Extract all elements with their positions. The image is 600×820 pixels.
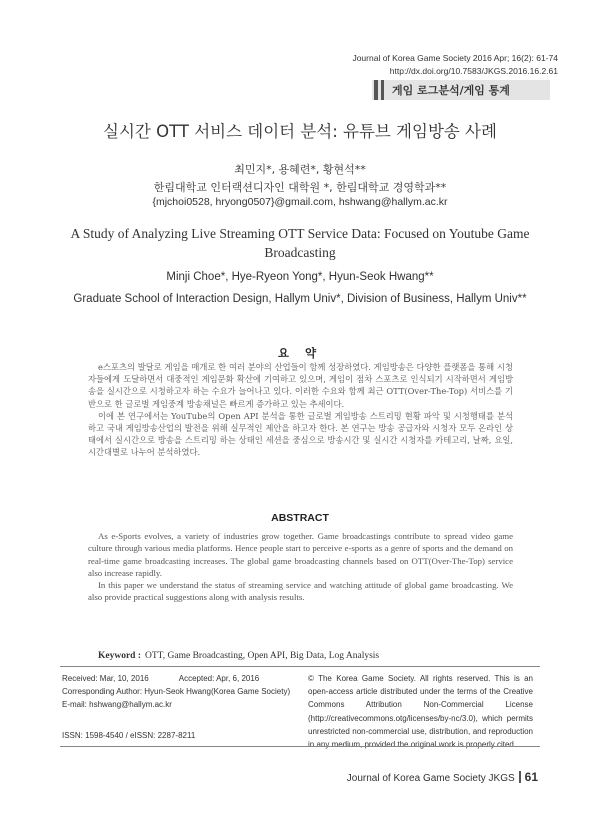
footer-journal-name: Journal of Korea Game Society JKGS — [346, 773, 515, 784]
paper-title-korean: 실시간 OTT 서비스 데이터 분석: 유튜브 게임방송 사례 — [103, 122, 497, 141]
accepted-date: Accepted: Apr, 6, 2016 — [178, 674, 260, 683]
journal-info — [352, 52, 558, 78]
category-bar-decoration — [374, 80, 378, 100]
corresponding-email: E-mail: hshwang@hallym.ac.kr — [62, 700, 172, 710]
footnote-divider-bottom — [60, 746, 540, 747]
abstract-english-heading: ABSTRACT — [271, 512, 329, 524]
abstract-korean-paragraph: e스포츠의 발달로 게임을 매개로 한 여러 분야의 산업들이 함께 성장하였다. 게임방송은 다양한 플랫폼을 통해 시청자들에게 도달하면서 대중적인 게임문화 확산에 기여하고 있으며, 게임이 점차 스포츠로 인식되기 시작하면서 게임방송을 실시간으로 시청하고자 하는 수요가 늘어나고 있다. 이러한 수요와 함께 최근 OTT(Over-The-Top) 서비스를 기반으로 한 글로벌 게임중계 방송채널은 빠르게 증가하고 있는 추세이다. — [88, 362, 513, 409]
footnote-metadata — [62, 672, 312, 712]
paper-title-english: A Study of Analyzing Live Streaming OTT Service Data: Focused on Youtube Game Broadcasting — [70, 226, 530, 260]
affiliation-english: Graduate School of Interaction Design, Hallym Univ*, Division of Business, Hallym Univ** — [73, 293, 527, 305]
keywords — [98, 651, 379, 661]
category-bar-decoration — [381, 80, 384, 100]
footer-separator — [519, 771, 521, 783]
keywords-label: Keyword : — [98, 651, 142, 661]
page-footer — [347, 770, 538, 784]
keywords-value: OTT, Game Broadcasting, Open API, Big Data, Log Analysis — [145, 651, 380, 661]
abstract-korean-heading: 요 약 — [277, 346, 323, 360]
authors-english: Minji Choe*, Hye-Ryeon Yong*, Hyun-Seok Hwang** — [166, 271, 434, 283]
category-label: 게임 로그분석/게임 통계 — [392, 84, 510, 97]
abstract-korean-paragraph: 이에 본 연구에서는 YouTube의 Open API 분석을 통한 글로벌 게임방송 스트리밍 현황 파악 및 시청행태를 분석하고 국내 게임방송산업의 발전을 위해 실무적인 제안을 하고자 한다. 본 연구는 방송 공급자와 시청자 모두 온라인 상태에서 실시간으로 방송을 스트리밍 하는 상태인 세션을 중심으로 방송시간 및 실시간 시청자를 카테고리, 날짜, 요일, 시간대별로 나누어 분석하였다. — [88, 410, 513, 458]
doi-link[interactable]: http://dx.doi.org/10.7583/JKGS.2016.16.2.61 — [389, 66, 558, 76]
received-accepted-line — [62, 672, 312, 685]
authors-korean: 최민지*, 용혜련*, 황현석** — [234, 163, 366, 176]
journal-citation: Journal of Korea Game Society 2016 Apr; 16(2): 61-74 — [352, 53, 558, 63]
author-emails: {mjchoi0528, hryong0507}@gmail.com, hshwang@hallym.ac.kr — [152, 196, 448, 208]
abstract-english — [88, 530, 513, 604]
page-number: 61 — [524, 770, 538, 784]
abstract-english-paragraph: As e-Sports evolves, a variety of industries grow together. Game broadcastings contribute to spread video game culture through various media platforms. Hence people start to perceive e-sports as a genre of sports and the demand on real-time game broadcasting increases. The global game broadcasting channels based on OTT(Over-The-Top) service also increase rapidly. — [88, 531, 513, 578]
license-notice: © The Korea Game Society. All rights reserved. This is an open-access article distributed under the terms of the Creative Commons Attribution Non-Commercial License (http://creativecommons.otg/licenses/by-nc/3.0), which permits unrestricted non-commercial use, distribution, and reproduction in any medium, provided the original work is properly cited. — [308, 674, 533, 750]
abstract-english-paragraph: In this paper we understand the status of streaming service and watching attitude of global game broadcasting. We also provide practical suggestions along with analysis results. — [88, 580, 513, 603]
issn: ISSN: 1598-4540 / eISSN: 2287-8211 — [62, 731, 196, 740]
received-date: Received: Mar, 10, 2016 — [62, 674, 149, 683]
corresponding-author: Corresponding Author: Hyun-Seok Hwang(Korea Game Society) — [62, 687, 291, 697]
abstract-korean — [88, 361, 513, 459]
affiliation-korean: 한림대학교 인터랙션디자인 대학원 *, 한림대학교 경영학과** — [153, 181, 447, 194]
footnote-divider-top — [60, 666, 540, 667]
